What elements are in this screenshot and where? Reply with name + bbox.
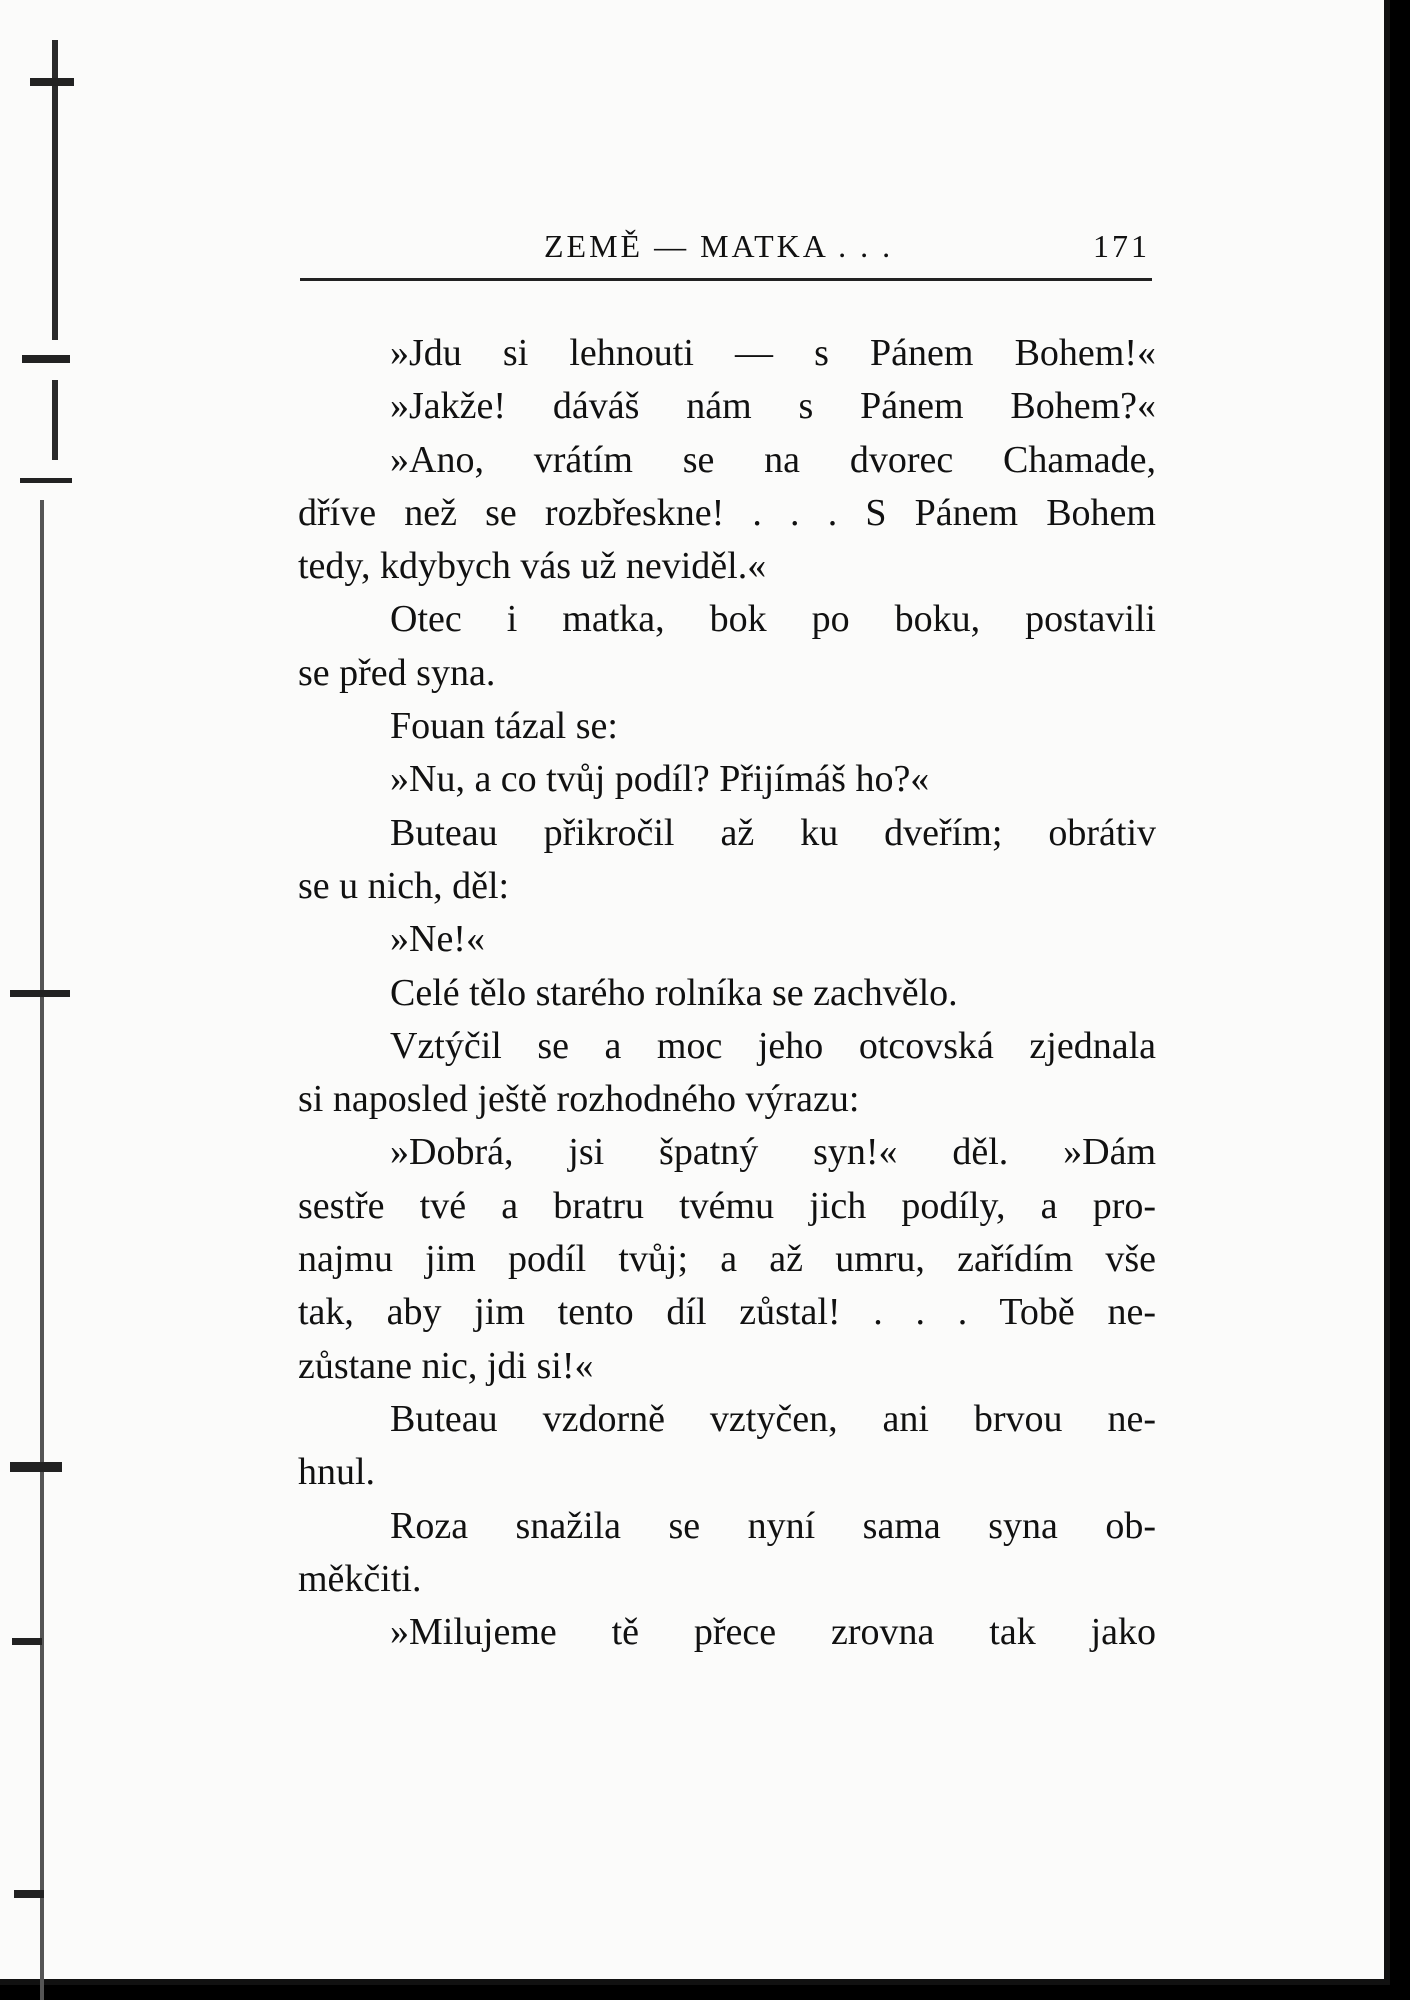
text-line: tedy, kdybych vás už neviděl.« <box>298 545 767 588</box>
text-line: se u nich, děl: <box>298 864 510 907</box>
running-head <box>300 228 1150 268</box>
text-line: Celé tělo starého rolníka se zachvělo. <box>390 971 958 1014</box>
page-number: 171 <box>1093 228 1150 264</box>
text-line: najmu jim podíl tvůj; a až umru, zařídím vše <box>298 1238 1156 1281</box>
text-line: »Nu, a co tvůj podíl? Přijímáš ho?« <box>390 758 930 801</box>
text-line: »Milujeme tě přece zrovna tak jako <box>390 1611 1156 1654</box>
text-line: měkčiti. <box>298 1557 422 1600</box>
body-text <box>298 327 1156 1659</box>
binding-edge <box>0 0 90 1985</box>
header-rule <box>300 278 1152 281</box>
text-line: hnul. <box>298 1451 376 1494</box>
text-line: Buteau vzdorně vztyčen, ani brvou ne- <box>390 1397 1156 1440</box>
text-line: »Dobrá, jsi špatný syn!« děl. »Dám <box>390 1131 1156 1174</box>
text-line: si naposled ještě rozhodného výrazu: <box>298 1078 860 1121</box>
text-line: Otec i matka, bok po boku, postavili <box>390 598 1156 641</box>
running-title: ZEMĚ — MATKA . . . <box>544 228 894 264</box>
text-line: Fouan tázal se: <box>390 705 618 748</box>
text-line: Buteau přikročil až ku dveřím; obrátiv <box>390 811 1156 854</box>
text-line: Roza snažila se nyní sama syna ob- <box>390 1504 1156 1547</box>
text-line: »Jdu si lehnouti — s Pánem Bohem!« <box>390 332 1156 374</box>
text-line: »Jakže! dáváš nám s Pánem Bohem?« <box>390 385 1156 428</box>
text-line: »Ano, vrátím se na dvorec Chamade, <box>390 438 1156 481</box>
text-line: se před syna. <box>298 651 496 694</box>
text-line: tak, aby jim tento díl zůstal! . . . Tobě ne- <box>298 1291 1156 1334</box>
text-line: »Ne!« <box>390 918 485 961</box>
text-line: dříve než se rozbřeskne! . . . S Pánem Bohem <box>298 491 1156 534</box>
text-line: Vztýčil se a moc jeho otcovská zjednala <box>390 1024 1156 1067</box>
text-line: sestře tvé a bratru tvému jich podíly, a pro- <box>298 1184 1156 1227</box>
text-line: zůstane nic, jdi si!« <box>298 1344 594 1387</box>
